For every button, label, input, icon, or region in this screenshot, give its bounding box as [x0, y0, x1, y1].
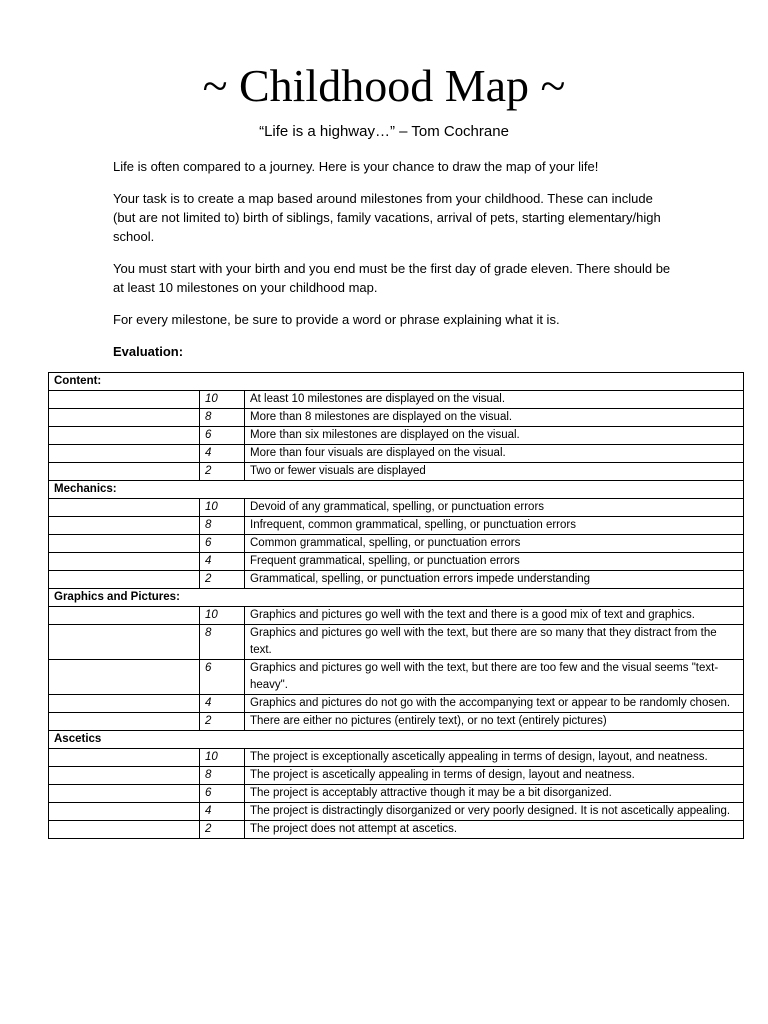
rubric-score: 8: [200, 767, 245, 785]
rubric-row: [49, 695, 744, 713]
rubric-description: Infrequent, common grammatical, spelling, or punctuation errors: [245, 517, 744, 535]
rubric-blank-cell: [49, 821, 200, 839]
rubric-score: 6: [200, 427, 245, 445]
rubric-row: [49, 607, 744, 625]
rubric-description: More than six milestones are displayed on the visual.: [245, 427, 744, 445]
rubric-category: Content:: [49, 373, 744, 391]
task-paragraph: Your task is to create a map based around milestones from your childhood. These can include (but are not limited to) birth of siblings, family vacations, arrival of pets, starting elementary/high school.: [113, 191, 661, 244]
rubric-score: 8: [200, 517, 245, 535]
rubric-score: 8: [200, 625, 245, 660]
intro-paragraph: Life is often compared to a journey. Here is your chance to draw the map of your life!: [113, 159, 599, 174]
rubric-description: The project is distractingly disorganized or very poorly designed. It is not ascetically appealing.: [245, 803, 744, 821]
rubric-category: Mechanics:: [49, 481, 744, 499]
rubric-blank-cell: [49, 803, 200, 821]
rubric-score: 2: [200, 713, 245, 731]
rubric-blank-cell: [49, 391, 200, 409]
rubric-description: More than 8 milestones are displayed on the visual.: [245, 409, 744, 427]
rubric-blank-cell: [49, 625, 200, 660]
epigraph-quote: “Life is a highway…” – Tom Cochrane: [259, 123, 509, 140]
rubric-blank-cell: [49, 571, 200, 589]
rubric-blank-cell: [49, 767, 200, 785]
rubric-score: 6: [200, 660, 245, 695]
rubric-row: [49, 571, 744, 589]
rubric-description: Graphics and pictures do not go with the accompanying text or appear to be randomly chosen.: [245, 695, 744, 713]
rubric-row: [49, 499, 744, 517]
rubric-score: 10: [200, 749, 245, 767]
rubric-row: [49, 625, 744, 660]
rubric-row: [49, 517, 744, 535]
rubric-blank-cell: [49, 445, 200, 463]
rubric-category-row: [49, 589, 744, 607]
rubric-blank-cell: [49, 463, 200, 481]
rubric-row: [49, 785, 744, 803]
rubric-description: There are either no pictures (entirely text), or no text (entirely pictures): [245, 713, 744, 731]
rubric-blank-cell: [49, 409, 200, 427]
rubric-row: [49, 713, 744, 731]
rubric-row: [49, 409, 744, 427]
evaluation-heading: Evaluation:: [113, 344, 184, 359]
rubric-score: 4: [200, 445, 245, 463]
rubric-category: Ascetics: [49, 731, 744, 749]
rubric-score: 4: [200, 695, 245, 713]
rubric-score: 6: [200, 785, 245, 803]
rubric-row: [49, 660, 744, 695]
rubric-category: Graphics and Pictures:: [49, 589, 744, 607]
rubric-score: 2: [200, 821, 245, 839]
rubric-category-row: [49, 373, 744, 391]
rubric-blank-cell: [49, 713, 200, 731]
rubric-blank-cell: [49, 785, 200, 803]
rubric-description: At least 10 milestones are displayed on the visual.: [245, 391, 744, 409]
rubric-score: 10: [200, 499, 245, 517]
rubric-description: More than four visuals are displayed on the visual.: [245, 445, 744, 463]
rubric-blank-cell: [49, 499, 200, 517]
rubric-row: [49, 821, 744, 839]
rubric-description: Common grammatical, spelling, or punctuation errors: [245, 535, 744, 553]
rubric-blank-cell: [49, 607, 200, 625]
rubric-score: 2: [200, 463, 245, 481]
rubric-description: The project is ascetically appealing in terms of design, layout and neatness.: [245, 767, 744, 785]
rubric-row: [49, 427, 744, 445]
rubric-row: [49, 749, 744, 767]
rubric-description: The project is acceptably attractive though it may be a bit disorganized.: [245, 785, 744, 803]
rubric-score: 4: [200, 803, 245, 821]
rubric-row: [49, 445, 744, 463]
rubric-description: The project does not attempt at ascetics.: [245, 821, 744, 839]
rubric-score: 4: [200, 553, 245, 571]
rubric-category-row: [49, 481, 744, 499]
requirements-paragraph: You must start with your birth and you end must be the first day of grade eleven. There should be at least 10 milestones on your childhood map.: [113, 261, 671, 295]
rubric-score: 10: [200, 391, 245, 409]
rubric-row: [49, 463, 744, 481]
rubric-blank-cell: [49, 695, 200, 713]
rubric-blank-cell: [49, 749, 200, 767]
rubric-blank-cell: [49, 517, 200, 535]
rubric-row: [49, 391, 744, 409]
rubric-body: [49, 373, 744, 839]
rubric-description: Two or fewer visuals are displayed: [245, 463, 744, 481]
rubric-blank-cell: [49, 660, 200, 695]
rubric-blank-cell: [49, 553, 200, 571]
milestone-paragraph: For every milestone, be sure to provide a word or phrase explaining what it is.: [113, 312, 560, 327]
rubric-row: [49, 535, 744, 553]
rubric-blank-cell: [49, 427, 200, 445]
rubric-score: 10: [200, 607, 245, 625]
rubric-row: [49, 553, 744, 571]
rubric-row: [49, 767, 744, 785]
rubric-description: Devoid of any grammatical, spelling, or punctuation errors: [245, 499, 744, 517]
rubric-category-row: [49, 731, 744, 749]
rubric-table: [48, 372, 744, 839]
rubric-description: Grammatical, spelling, or punctuation errors impede understanding: [245, 571, 744, 589]
rubric-description: Graphics and pictures go well with the text, but there are too few and the visual seems "text-heavy".: [245, 660, 744, 695]
rubric-description: Frequent grammatical, spelling, or punctuation errors: [245, 553, 744, 571]
page-title: ~ Childhood Map ~: [202, 60, 566, 111]
rubric-description: The project is exceptionally ascetically appealing in terms of design, layout, and neatness.: [245, 749, 744, 767]
rubric-score: 6: [200, 535, 245, 553]
rubric-description: Graphics and pictures go well with the text and there is a good mix of text and graphics.: [245, 607, 744, 625]
rubric-row: [49, 803, 744, 821]
rubric-blank-cell: [49, 535, 200, 553]
rubric-score: 8: [200, 409, 245, 427]
rubric-description: Graphics and pictures go well with the text, but there are so many that they distract from the text.: [245, 625, 744, 660]
rubric-score: 2: [200, 571, 245, 589]
